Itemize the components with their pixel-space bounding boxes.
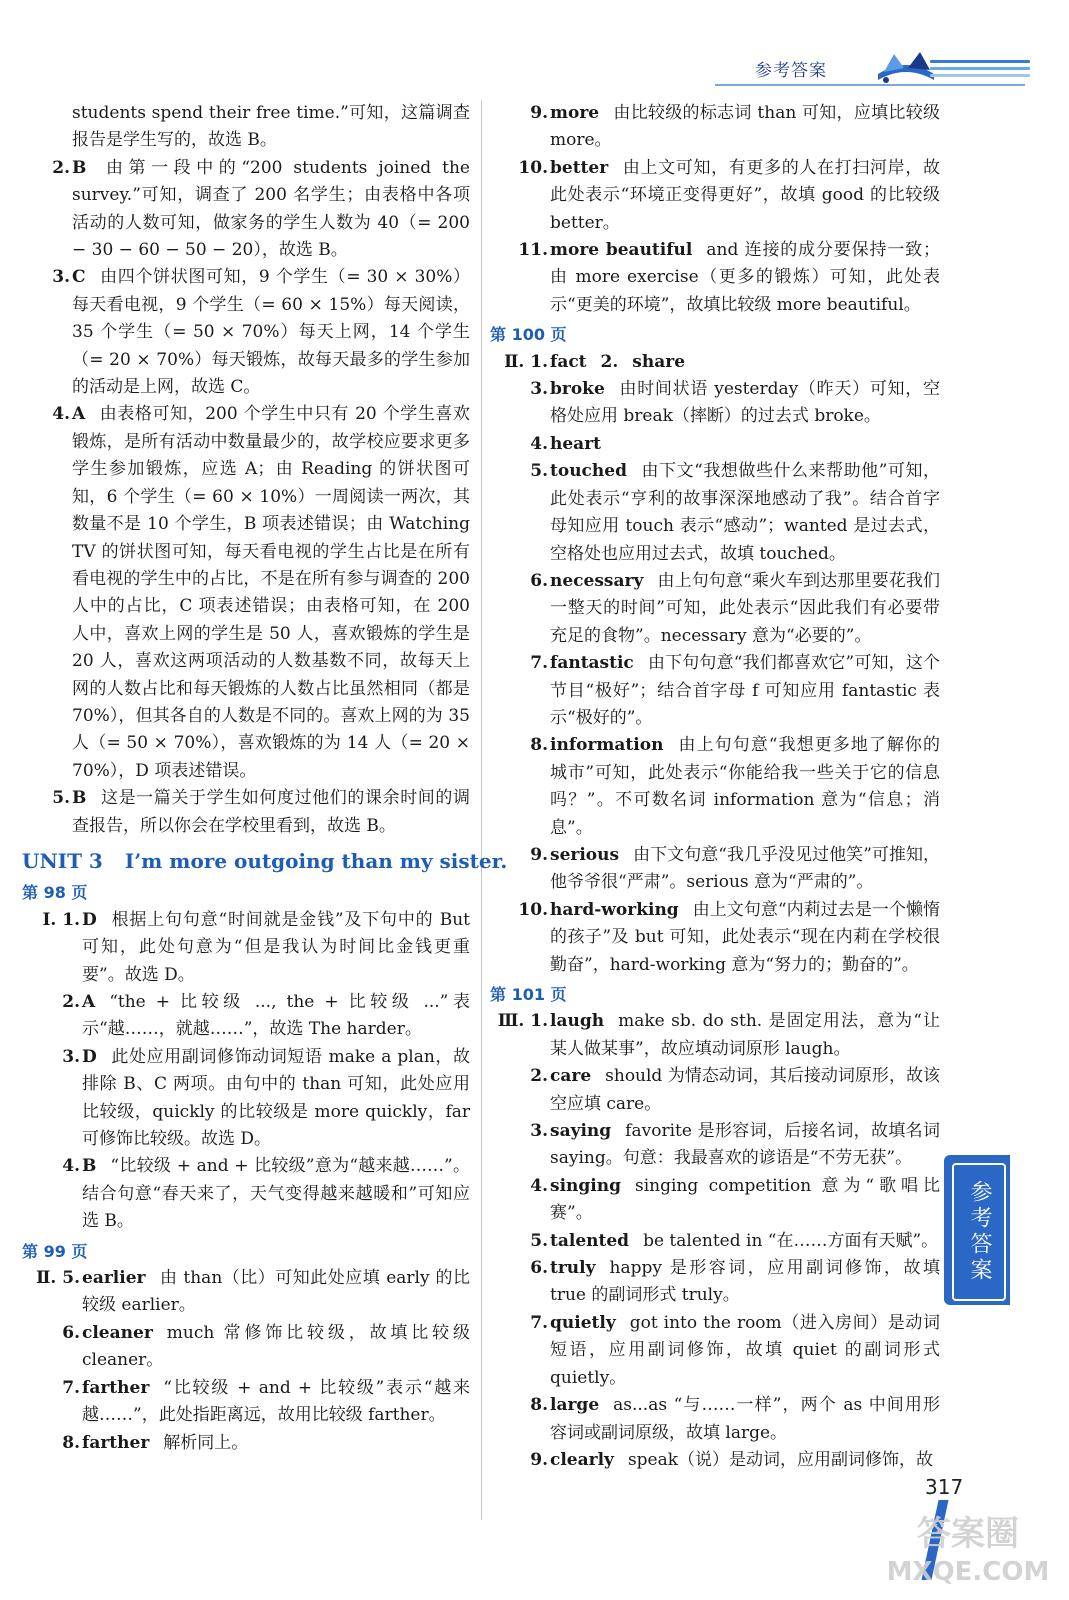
intro-text: students spend their free time.”可知，这篇调查报告是学生写的，故选 B。 — [72, 103, 470, 151]
watermark: 答案圈 MXQE.COM — [886, 1514, 1050, 1587]
answer-item: 4. heart — [530, 433, 601, 454]
answer-item: 3. broke 由时间状语 yesterday（昨天）可知，空格处应用 break（摔断）的过去式 broke。 — [530, 379, 940, 427]
answer-item: 6. necessary 由上句句意“乘火车到达那里要花我们一整天的时间”可知，此处表示“因此我们有必要带充足的食物”。necessary 意为“必要的”。 — [530, 570, 940, 646]
answer-item-pair: Ⅱ. 1. fact 2. share — [504, 351, 686, 372]
answer-item: 5. talented be talented in “在……方面有天赋”。 — [530, 1230, 939, 1251]
side-tab-label: 参考答案 — [952, 1163, 1006, 1301]
answer-item: 11. more beautiful and 连接的成分要保持一致；由 more exercise（更多的锻炼）可知，此处表示“更美的环境”，故填比较级 more beautiful。 — [518, 240, 940, 315]
answer-item: 8. large as...as “与……一样”，两个 as 中间用形容词或副词原级，故填 large。 — [530, 1395, 940, 1443]
answer-item: Ⅰ. 1. D 根据上句句意“时间就是金钱”及下句中的 But 可知，此处句意为“但是我认为时间比金钱更重要”。故选 D。 — [42, 909, 470, 985]
page-number: 317 — [925, 1475, 964, 1499]
answer-item: 3. saying favorite 是形容词，后接名词，故填名词 saying。句意：我最喜欢的谚语是“不劳无获”。 — [530, 1121, 940, 1169]
answer-item: Ⅱ. 5. earlier 由 than（比）可知此处应填 early 的比较级 earlier。 — [36, 1268, 470, 1316]
unit-title: UNIT 3 I’m more outgoing than my sister. — [22, 848, 508, 873]
answer-item: 5. touched 由下文“我想做些什么来帮助他”可知，此处表示“亨利的故事深深地感动了我”。结合首字母知应用 touch 表示“感动”；wanted 是过去式，空格处也应用过去式，故填 touched。 — [530, 461, 940, 564]
header-stripes — [930, 60, 1030, 81]
answer-item: 2. A “the + 比较级 ..., the + 比较级 ...”表示“越……，就越……”，故选 The harder。 — [62, 992, 470, 1040]
answer-item: 10. hard-working 由上文句意“内莉过去是一个懒惰的孩子”及 but 可知，此处表示“现在内莉在学校很勤奋”，hard-working 意为“努力的；勤奋的”。 — [518, 899, 940, 975]
answer-item: 7. farther “比较级 + and + 比较级”表示“越来越……”，此处指距离远，故用比较级 farther。 — [62, 1377, 470, 1426]
right-column — [490, 100, 940, 1474]
answer-item: 4. A 由表格可知，200 个学生中只有 20 个学生喜欢锻炼，是所有活动中数量最少的，故学校应要求更多学生参加锻炼，应选 A；由 Reading 的饼状图可知，6 个学生（= 60 × 10%）一周阅读一两次，其数量不是 10 个学生，B 项表述错误；由 Watching TV 的饼状图可知，每天看电视的学生占比是在所有看电视的学生中的占比，不是在所有参与调查的 200 人中的占比，C 项表述错误；由表格可知，在 200 人中，喜欢上网的学生是 50 人，喜欢锻炼的学生是 20 人，喜欢这两项活动的人数基数不同，故每天上网的人数占比和每天锻炼的人数占比虽然相同（都是 70%），但其各自的人数是不同的。喜欢上网的为 35 人（= 50 × 70%），喜欢锻炼的为 14 人（= 20 × 70%），D 项表述错误。 — [52, 404, 470, 781]
header-rule — [715, 84, 1025, 86]
answer-item: 7. fantastic 由下句句意“我们都喜欢它”可知，这个节目“极好”；结合首字母 f 可知应用 fantastic 表示“极好的”。 — [530, 653, 940, 728]
answer-item: 2. care should 为情态动词，其后接动词原形，故该空应填 care。 — [530, 1066, 940, 1114]
answer-item: 9. more 由比较级的标志词 than 可知，应填比较级 more。 — [530, 103, 940, 151]
answer-item: 9. clearly speak（说）是动词，应用副词修饰，故 — [530, 1449, 934, 1470]
answer-item: 3. C 由四个饼状图可知，9 个学生（= 30 × 30%）每天看电视，9 个学生（= 60 × 15%）每天阅读，35 个学生（= 50 × 70%）每天上网，14 个学生（= 20 × 70%）每天锻炼，故每天最多的学生参加的活动是上网，故选 C。 — [52, 267, 470, 398]
answers-group-4 — [490, 100, 940, 319]
left-column — [22, 100, 508, 1457]
page-label-100: 第 100 页 — [490, 325, 567, 345]
answer-item: 3. D 此处应用副词修饰动词短语 make a plan，故排除 B、C 两项。由句中的 than 可知，此处应用比较级，quickly 的比较级是 more quickly，far 可修饰比较级。故选 D。 — [62, 1046, 470, 1150]
answer-item: 8. information 由上句句意“我想更多地了解你的城市”可知，此处表示“你能给我一些关于它的信息吗？”。不可数名词 information 意为“信息；消息”。 — [530, 735, 940, 838]
answer-item: 8. farther 解析同上。 — [62, 1432, 249, 1453]
answer-item: Ⅲ. 1. laugh make sb. do sth. 是固定用法，意为“让某人做某事”，故应填动词原形 laugh。 — [497, 1011, 940, 1059]
book-logo-icon — [874, 46, 938, 86]
answer-item: 7. quietly got into the room（进入房间）是动词短语，应用副词修饰，故填 quiet 的副词形式 quietly。 — [530, 1312, 940, 1388]
answer-item: 9. serious 由下文句意“我几乎没见过他笑”可推知，他爷爷很“严肃”。serious 意为“严肃的”。 — [530, 844, 940, 893]
answer-item: 10. better 由上文可知，有更多的人在打扫河岸，故此处表示“环境正变得更好”，故填 good 的比较级 better。 — [518, 157, 940, 233]
answer-item: 6. cleaner much 常修饰比较级，故填比较级 cleaner。 — [62, 1322, 470, 1371]
answer-item: 4. B “比较级 + and + 比较级”意为“越来越……”。结合句意“春天来了，天气变得越来越暖和”可知应选 B。 — [62, 1156, 470, 1232]
page-label-101: 第 101 页 — [490, 985, 567, 1004]
answers-group-3 — [22, 1265, 470, 1457]
answer-item: 6. truly happy 是形容词，应用副词修饰，故填 true 的副词形式 truly。 — [530, 1258, 940, 1306]
side-tab — [944, 1155, 1010, 1305]
answer-item: 5. B 这是一篇关于学生如何度过他们的课余时间的调查报告，所以你会在学校里看到，故选 B。 — [52, 788, 470, 836]
answer-item: 2. B 由第一段中的“200 students joined the survey.”可知，调查了 200 名学生；由表格中各项活动的人数可知，做家务的学生人数为 40（= 200 − 30 − 60 − 50 − 20），故选 B。 — [52, 157, 470, 261]
answers-group-6 — [490, 1008, 940, 1474]
page-label-99: 第 99 页 — [22, 1241, 88, 1261]
answer-item: 4. singing singing competition 意为“歌唱比赛”。 — [530, 1175, 940, 1224]
answers-group-5 — [490, 376, 940, 979]
answers-group-2 — [22, 907, 470, 1236]
page-label-98: 第 98 页 — [22, 883, 88, 903]
header-label: 参考答案 — [755, 61, 827, 81]
column-divider — [481, 100, 482, 1520]
answers-group-1 — [22, 155, 470, 840]
